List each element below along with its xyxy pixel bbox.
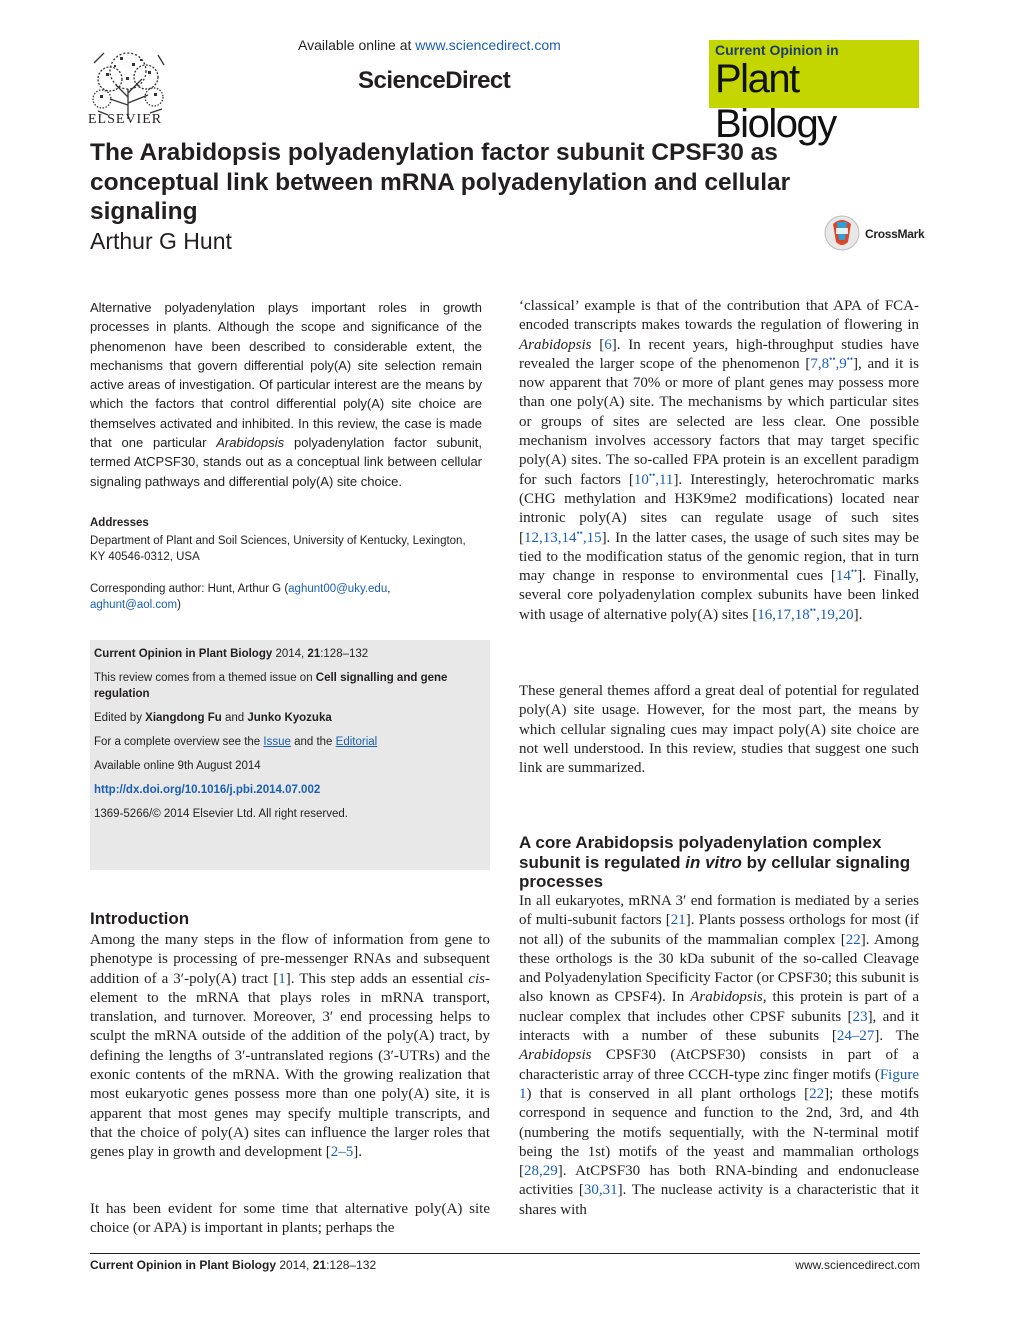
introduction-paragraph-1 bbox=[90, 931, 490, 1163]
addresses-text: Department of Plant and Soil Sciences, University of Kentucky, Lexington, KY 40546-0312, USA bbox=[90, 535, 466, 563]
footer-rule bbox=[90, 1253, 920, 1254]
info-editor-2: Junko Kyozuka bbox=[247, 712, 332, 724]
available-online-line bbox=[298, 37, 561, 53]
text-run: ]. In the latter cases, the usage of such sites may be tied to the modification status of the genomic region, that in turn may change in response to environmental cues [ bbox=[519, 529, 919, 585]
reference-link[interactable]: 7,8 bbox=[810, 355, 830, 372]
footer-year: 2014, bbox=[276, 1258, 313, 1272]
text-run: ], and it is now apparent that 70% or more of plant genes may possess more than one poly(A) site. The mechanisms by which particular sites or groups of sites are selected are less clear. One possible mechanism involves accessory factors that may target specific poly(A) sites. The so-called FPA protein is an excellent paradigm for such factors [ bbox=[519, 355, 919, 488]
text-run: ]. Finally, several core polyadenylation complex subunits have been linked with usage of alternative poly(A) sites [ bbox=[519, 568, 919, 623]
text-run: ]. This step adds an essential bbox=[285, 970, 469, 987]
text-run: A core Arabidopsis polyadenylation complex subunit is regulated bbox=[519, 833, 882, 872]
info-year: 2014, bbox=[272, 648, 308, 660]
info-volume: 21 bbox=[307, 648, 321, 660]
reference-link[interactable]: 2–5 bbox=[330, 1144, 354, 1161]
text-run: CPSF30 (AtCPSF30) consists in part of a characteristic array of three CCCH-type zinc finger motifs ( bbox=[519, 1047, 919, 1083]
info-overview-mid: and the bbox=[290, 736, 336, 748]
text-run: by cellular signaling processes bbox=[519, 852, 911, 891]
corresponding-prefix: Corresponding author: Hunt, Arthur G ( bbox=[90, 583, 289, 595]
text-run: ]. bbox=[353, 1144, 363, 1161]
core-section-heading bbox=[519, 833, 919, 892]
figure-link[interactable]: Figure 1 bbox=[519, 1066, 919, 1102]
text-run: ) that is conserved in all plant orthologs [ bbox=[526, 1085, 810, 1102]
reference-marker: •• bbox=[648, 469, 656, 480]
corresponding-author bbox=[90, 581, 482, 613]
text-run: ], and it interacts with a number of these subunits [ bbox=[519, 1008, 919, 1045]
reference-link[interactable]: ,11 bbox=[655, 471, 674, 488]
reference-link[interactable]: ,9 bbox=[835, 355, 847, 372]
introduction-paragraph-2: It has been evident for some time that alternative poly(A) site choice (or APA) is important in plants; perhaps the bbox=[90, 1201, 490, 1237]
info-pages: :128–132 bbox=[320, 648, 369, 660]
abstract-text-2: polyadenylation factor subunit, termed AtCPSF30, stands out as a conceptual link between cellular signaling pathways and differential poly(A) site choice. bbox=[90, 435, 482, 489]
reference-link[interactable]: 21 bbox=[670, 912, 686, 929]
addresses-heading: Addresses bbox=[90, 517, 149, 529]
info-copyright: 1369-5266/© 2014 Elsevier Ltd. All right reserved. bbox=[94, 808, 348, 820]
abstract-italic: Arabidopsis bbox=[216, 435, 285, 451]
reference-link[interactable]: 10 bbox=[633, 471, 649, 488]
abstract bbox=[90, 298, 482, 491]
info-theme bbox=[94, 670, 486, 702]
reference-marker: •• bbox=[846, 353, 854, 364]
info-journal: Current Opinion in Plant Biology bbox=[94, 648, 273, 660]
info-overview-prefix: For a complete overview see the bbox=[94, 736, 264, 748]
info-editor-1: Xiangdong Fu bbox=[145, 712, 222, 724]
article-title: The Arabidopsis polyadenylation factor subunit CPSF30 as conceptual link between mRNA polyadenylation and cellular signaling bbox=[90, 139, 791, 225]
text-run: ]. The bbox=[874, 1028, 920, 1045]
journal-logo-line1: Current Opinion in bbox=[715, 42, 839, 58]
reference-link[interactable]: 1 bbox=[278, 970, 286, 987]
info-and: and bbox=[221, 712, 248, 724]
footer-volume: 21 bbox=[312, 1258, 327, 1272]
article-info-box bbox=[90, 640, 490, 870]
journal-logo-line2: Plant Biology bbox=[715, 57, 836, 146]
doi-link[interactable]: http://dx.doi.org/10.1016/j.pbi.2014.07.002 bbox=[94, 784, 321, 796]
reference-link[interactable]: 22 bbox=[845, 931, 861, 948]
right-paragraph-2: These general themes afford a great deal of potential for regulated poly(A) site usage. However, for the most part, the means by which cellular signaling cues may impact poly(A) site choice are not well understood. In this review, studies that suggest one such link are summarized. bbox=[519, 683, 919, 777]
right-paragraph-3 bbox=[519, 892, 919, 1220]
italic-run: cis bbox=[468, 970, 485, 987]
reference-marker: •• bbox=[829, 353, 836, 364]
reference-marker: •• bbox=[850, 566, 858, 577]
corresponding-sep: , bbox=[387, 583, 391, 595]
reference-link[interactable]: 23 bbox=[852, 1008, 868, 1025]
crossmark-label: CrossMark bbox=[865, 227, 925, 241]
text-run: In all eukaryotes, mRNA 3′ end formation is mediated by a series of multi-subunit factors [ bbox=[519, 893, 919, 929]
italic-run: Arabidopsis bbox=[690, 989, 763, 1006]
text-run: ]; these motifs correspond in sequence and function to the 2nd, 3rd, and 4th (numbering the motifs sequentially, with the N-terminal motif being the 1st) motifs of the yeast and mammalian orthologs [ bbox=[519, 1085, 919, 1180]
reference-link[interactable]: 6 bbox=[604, 336, 612, 353]
crossmark-badge[interactable] bbox=[823, 214, 923, 254]
text-run: ]. bbox=[853, 606, 863, 623]
text-run: ‘classical’ example is that of the contribution that APA of FCA-encoded transcripts makes towards the regulation of flowering in bbox=[519, 298, 919, 334]
editorial-link[interactable]: Editorial bbox=[335, 736, 378, 748]
available-online-prefix: Available online at bbox=[298, 37, 416, 53]
info-citation bbox=[94, 646, 486, 662]
reference-link[interactable]: 24–27 bbox=[836, 1028, 875, 1045]
text-run: ]. Interestingly, heterochromatic marks (CHG methylation and H3K9me2 modifications) located near intronic poly(A) sites can regulate usage of such sites [ bbox=[519, 471, 919, 546]
italic-run: in vitro bbox=[685, 852, 742, 872]
footer-journal: Current Opinion in Plant Biology bbox=[90, 1258, 276, 1272]
right-paragraph-1 bbox=[519, 297, 919, 625]
info-overview bbox=[94, 734, 486, 750]
email-link-1[interactable]: aghunt00@uky.edu bbox=[288, 583, 388, 595]
info-editors bbox=[94, 710, 486, 726]
reference-link[interactable]: ,19,20 bbox=[816, 606, 854, 623]
text-run: , this protein is part of a nuclear complex that includes other CPSF subunits [ bbox=[519, 989, 919, 1025]
crossmark-icon bbox=[823, 214, 861, 252]
info-theme-prefix: This review comes from a themed issue on bbox=[94, 672, 316, 684]
corresponding-suffix: ) bbox=[177, 599, 181, 611]
sciencedirect-wordmark: ScienceDirect bbox=[358, 67, 511, 94]
text-run: ]. AtCPSF30 has both RNA-binding and endonuclease activities [ bbox=[519, 1163, 919, 1199]
article-author: Arthur G Hunt bbox=[90, 228, 232, 254]
reference-link[interactable]: 30,31 bbox=[583, 1182, 618, 1199]
text-run: -element to the mRNA that plays roles in mRNA transport, translation, and turnover. Moreover, 3′ end processing helps to sculpt the mRNA outside of the addition of the poly(A) tract, by defining the lengths of 3′-untranslated regions (3′-UTRs) and the exonic contents of the mRNA. With the growing realization that most eukaryotic genes possess more than one poly(A) site, it is apparent that most genes may specify multiple transcripts, and that the choice of poly(A) sites can influence the larger roles that genes play in growth and development [ bbox=[90, 970, 490, 1161]
footer-citation bbox=[90, 1258, 376, 1272]
text-run: ]. In recent years, high-throughput studies have revealed the larger scope of the phenomenon [ bbox=[519, 336, 920, 372]
text-run: ]. The nuclease activity is a characteristic that it shares with bbox=[519, 1182, 919, 1218]
introduction-heading: Introduction bbox=[90, 909, 190, 928]
reference-link[interactable]: 22 bbox=[809, 1085, 825, 1102]
info-theme-name: Cell signalling and gene regulation bbox=[94, 672, 448, 700]
text-run: Among the many steps in the flow of information from gene to phenotype is processing of pre-messenger RNAs and subsequent addition of a 3′-poly(A) tract [ bbox=[90, 932, 490, 987]
reference-link[interactable]: 28,29 bbox=[524, 1163, 558, 1180]
italic-run: Arabidopsis bbox=[519, 1047, 592, 1064]
footer-pages: :128–132 bbox=[326, 1258, 377, 1272]
footer-url: www.sciencedirect.com bbox=[795, 1258, 920, 1272]
journal-logo-box bbox=[709, 40, 919, 146]
abstract-text-1: Alternative polyadenylation plays important roles in growth processes in plants. Although the scope and significance of the phenomenon have been described to considerable extent, the mechanisms that govern differential poly(A) site selection remain active areas of investigation. Of particular interest are the means by which the factors that control differential poly(A) site choice are themselves activated and inhibited. In this review, the case is made that one particular bbox=[90, 300, 482, 451]
publisher-name: ELSEVIER bbox=[88, 112, 163, 127]
info-doi bbox=[94, 782, 486, 798]
text-run: [ bbox=[591, 336, 605, 353]
reference-marker: •• bbox=[576, 527, 583, 538]
reference-link[interactable]: 12,13,14 bbox=[524, 529, 577, 546]
reference-link[interactable]: ,15 bbox=[582, 529, 602, 546]
italic-run: Arabidopsis bbox=[519, 336, 592, 353]
issue-link[interactable]: Issue bbox=[263, 736, 291, 748]
info-edited-prefix: Edited by bbox=[94, 712, 146, 724]
reference-link[interactable]: 14 bbox=[835, 568, 851, 585]
reference-link[interactable]: 16,17,18 bbox=[757, 606, 810, 623]
text-run: ]. Plants possess orthologs for most (if not all) of the subunits of the mammalian complex [ bbox=[519, 912, 920, 948]
sciencedirect-url-link[interactable]: www.sciencedirect.com bbox=[415, 37, 561, 53]
text-run: ]. Among these orthologs is the 30 kDa subunit of the so-called Cleavage and Polyadenylation Specificity Factor (or CPSF30; this subunit is also known as CPSF4). In bbox=[519, 931, 920, 1006]
email-link-2[interactable]: aghunt@aol.com bbox=[90, 599, 178, 611]
info-available: Available online 9th August 2014 bbox=[94, 760, 261, 772]
reference-marker: •• bbox=[809, 604, 817, 615]
